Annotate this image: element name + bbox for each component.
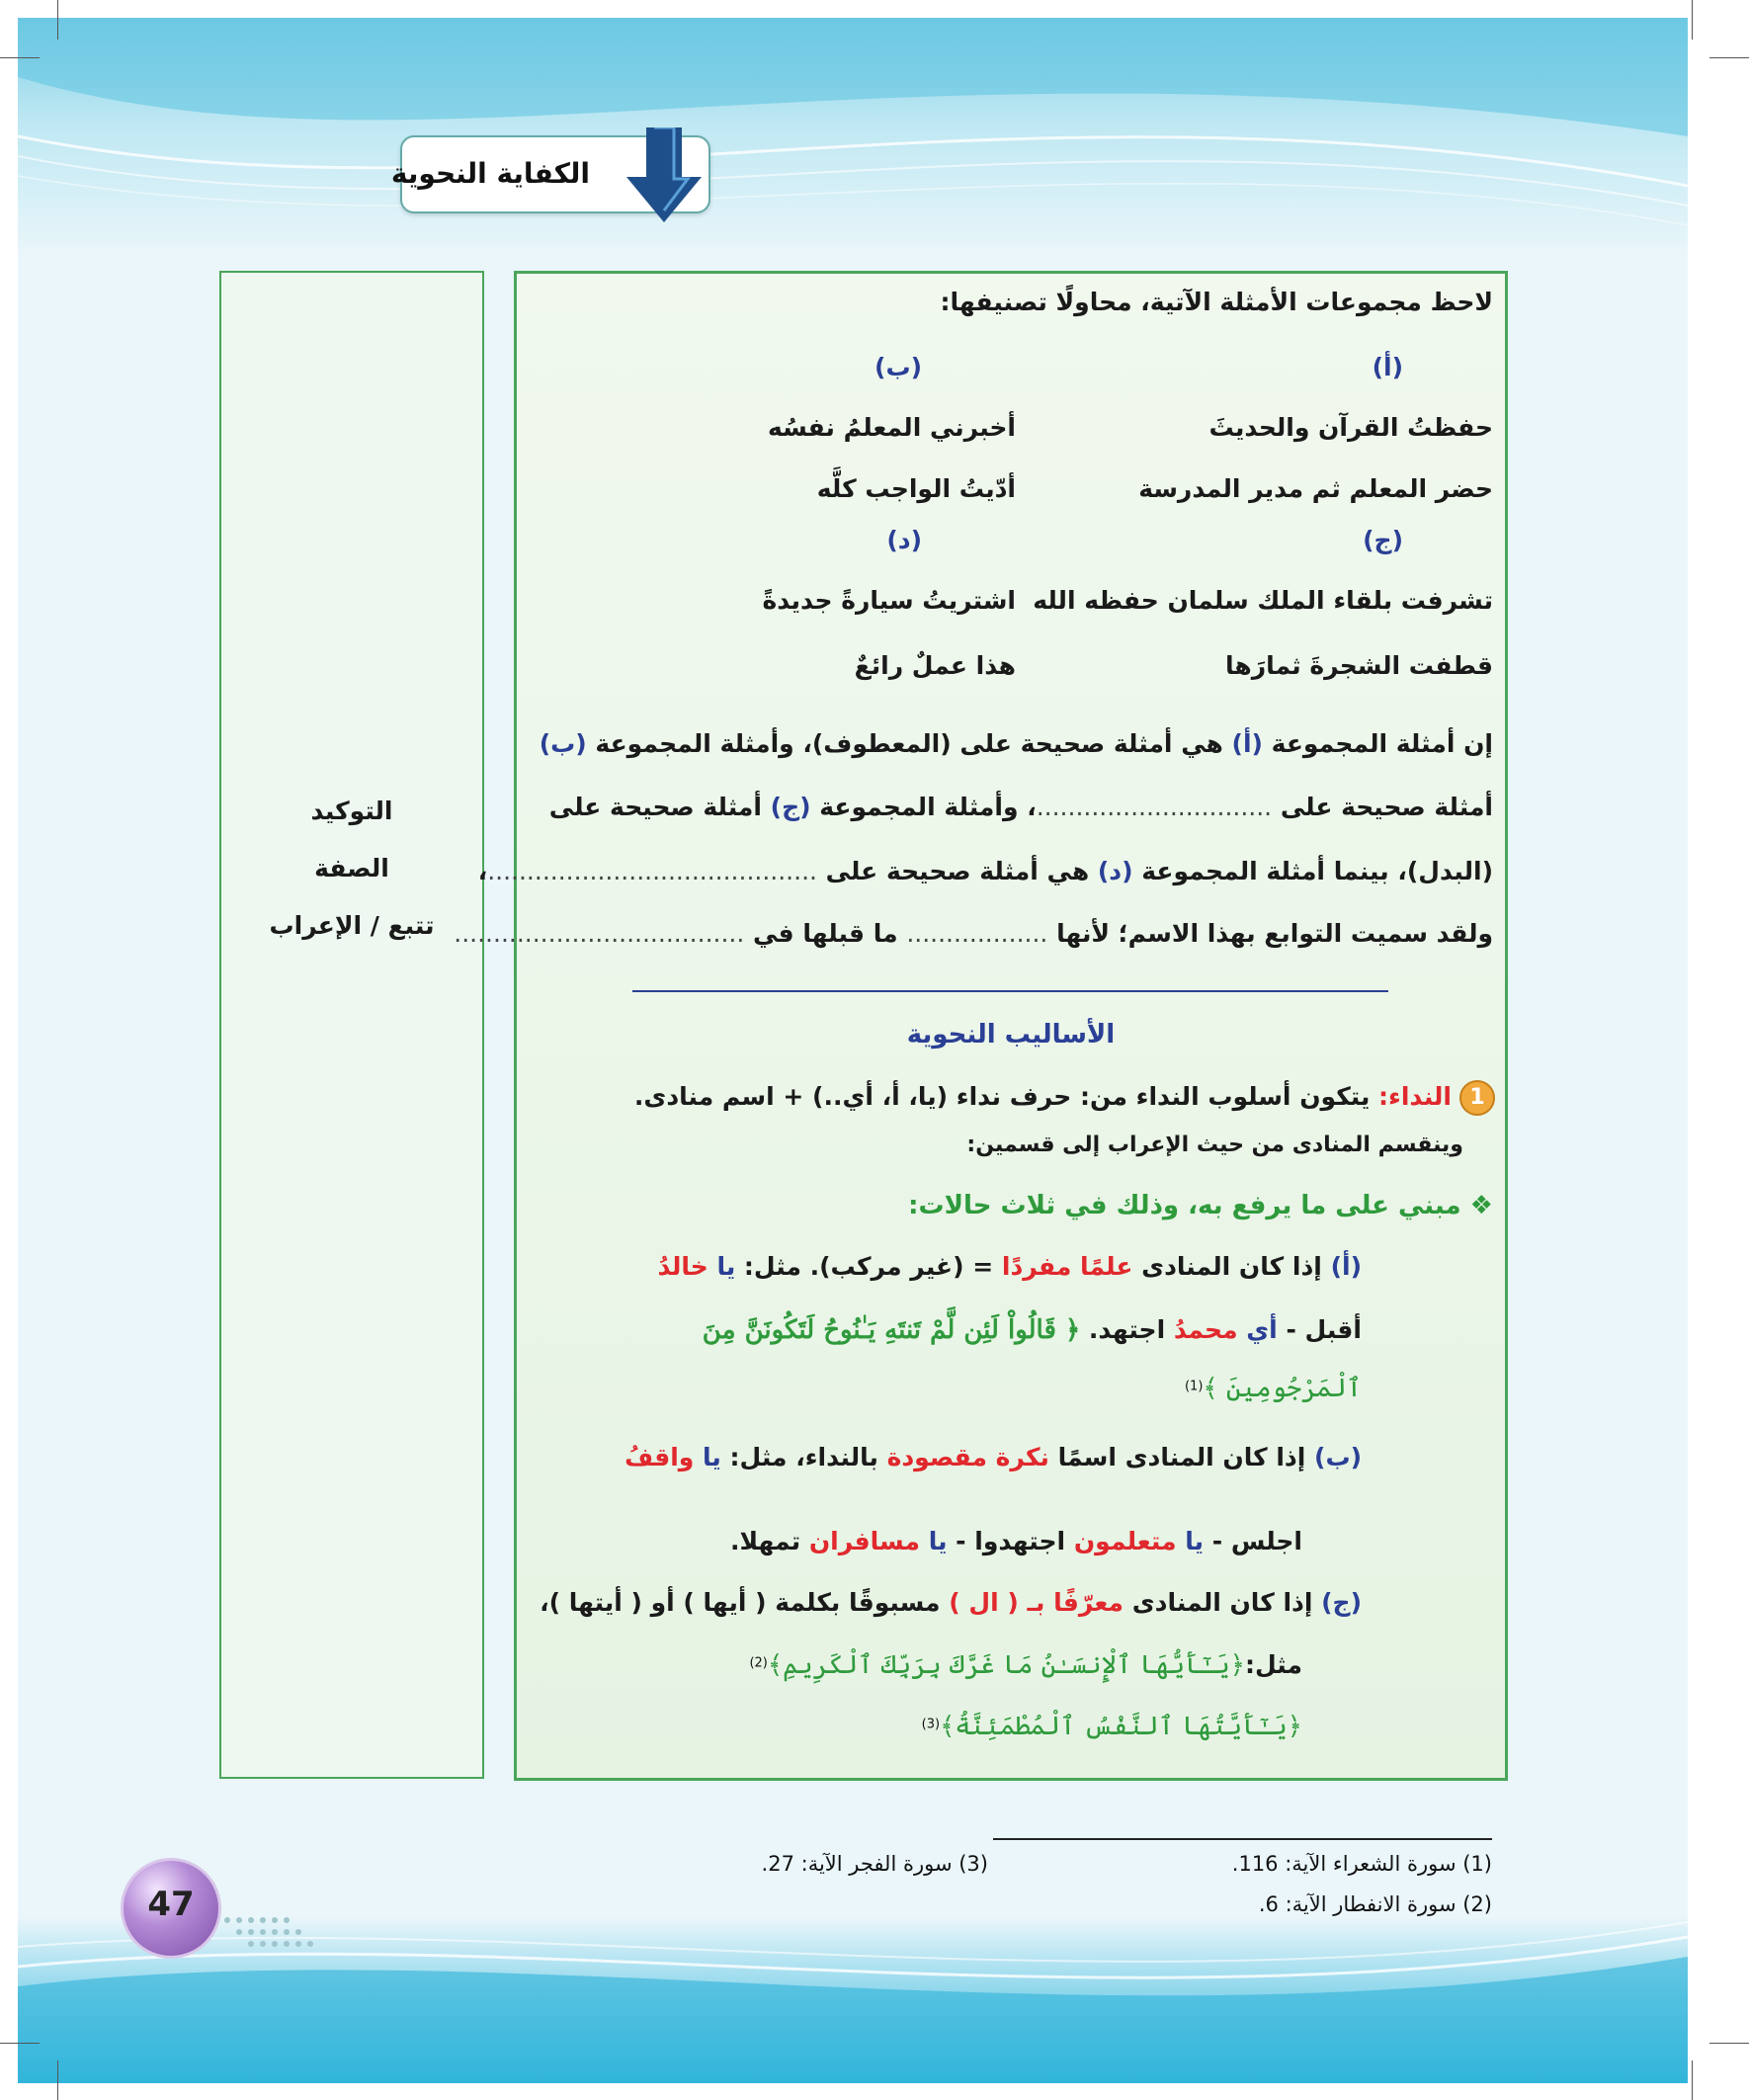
group-ref: (ب) [539,729,587,758]
blank-field: .............................. [1036,793,1273,821]
group-a-example-2: حضر المعلم ثم مدير المدرسة [1138,474,1493,503]
crop-mark [1692,0,1693,40]
group-d-example-2: هذا عملٌ رائعٌ [854,651,1016,680]
quran-verse: ٱلْمَرْجُومِينَ ﴾ [1203,1374,1362,1403]
paragraph-line-4 [454,919,1493,948]
highlight: علمًا مفردًا [1001,1252,1133,1281]
text: إن أمثلة المجموعة [1262,729,1493,758]
section-title: الأساليب النحوية [906,1020,1116,1050]
group-b-label: (ب) [874,353,922,381]
group-c-label: (ج) [1363,526,1403,554]
text: هي أمثلة صحيحة على (المعطوف)، وأمثلة المجموعة [586,729,1232,758]
number-badge: 1 [1459,1080,1495,1116]
text: أمثلة صحيحة على [1272,793,1493,821]
quran-verse: ﴿يَـٰٓأَيَّتُهَا ٱلنَّفْسُ ٱلْمُطْمَئِنَّةُ﴾ [940,1712,1302,1741]
highlight: متعلمون [1073,1527,1186,1555]
text: اجتهد. [1080,1315,1174,1344]
text: أمثلة صحيحة على [548,793,771,821]
group-d-example-1: اشتريتُ سيارةً جديدةً [762,586,1016,615]
answer-item: التوكيد [310,797,393,825]
answer-item: الصفة [314,854,389,882]
down-arrow-icon [625,127,704,226]
case-c-line-1 [540,1588,1362,1617]
nida-divide: وينقسم المنادى من حيث الإعراب إلى قسمين: [966,1133,1463,1157]
nida-particle: يا [716,1252,736,1281]
group-b-example-1: أخبرني المعلمُ نفسُه [767,413,1016,442]
answer-item: تتبع / الإعراب [269,911,435,940]
case-label: (ج) [1321,1588,1362,1617]
text: يتكون أسلوب النداء من: حرف نداء (يا، أ، أي..) + اسم منادى. [633,1082,1379,1111]
nida-heading: النداء: [1378,1082,1452,1111]
footnote-ref: (2) [749,1655,768,1671]
footnote-2: (2) سورة الانفطار الآية: 6. [1258,1892,1492,1916]
crop-mark [1692,2060,1693,2100]
section-header-tab [390,135,710,213]
text: هي أمثلة صحيحة على [816,857,1098,885]
group-a-example-1: حفظتُ القرآن والحديثَ [1208,413,1493,442]
text: بالنداء، مثل: [720,1443,887,1471]
group-a-label: (أ) [1372,353,1403,381]
nida-particle: يا [928,1527,948,1555]
text: ، [477,857,488,885]
nida-particle: يا [703,1443,721,1471]
footnote-ref: (3) [921,1717,941,1732]
case-b-line-2 [730,1527,1302,1555]
text: ولقد سميت التوابع بهذا الاسم؛ لأنها [1047,919,1493,948]
top-wave-decoration [18,18,1688,255]
answer-list [221,783,482,955]
footnote-3: (3) سورة الفجر الآية: 27. [761,1852,988,1876]
text: إذا كان المنادى [1124,1588,1322,1617]
page-number: 47 [147,1885,195,1924]
nida-bullet: ❖ مبني على ما يرفع به، وذلك في ثلاث حالات: [908,1191,1493,1220]
dots-decoration-icon [219,1912,328,1952]
case-c-line-2 [749,1650,1302,1680]
text: تمهلا. [730,1527,809,1555]
crop-mark [1709,2043,1749,2044]
case-label: (ب) [1314,1443,1362,1471]
group-d-label: (د) [886,526,922,554]
group-c-example-2: قطفت الشجرةَ ثمارَها [1225,651,1493,680]
nida-definition [634,1080,1495,1116]
highlight: مسافران [808,1527,929,1555]
group-c-example-1: تشرفت بلقاء الملك سلمان حفظه الله [1033,586,1493,615]
case-a-line-2 [703,1315,1362,1345]
highlight: خالدُ [657,1252,717,1281]
group-ref: (أ) [1231,729,1263,758]
blank-field: .................. [906,919,1048,948]
crop-mark [1709,57,1749,58]
group-ref: (ج) [770,793,811,821]
blank-field: .......................................... [487,857,817,885]
crop-mark [57,2060,58,2100]
group-ref: (د) [1097,857,1133,885]
case-a-line-3 [1185,1374,1362,1403]
blank-field: ..................................... [454,919,745,948]
case-b-line-1 [625,1443,1362,1471]
footnote-1: (1) سورة الشعراء الآية: 116. [1231,1852,1492,1876]
paragraph-line-1 [540,729,1493,758]
text: (البدل)، بينما أمثلة المجموعة [1132,857,1493,885]
footnote-divider [993,1838,1492,1840]
text: اجتهدوا - [947,1527,1074,1555]
quran-verse: ﴿يَـٰٓأَيُّهَا ٱلْإِنسَـٰنُ مَا غَرَّكَ بِرَبِّكَ ٱلْكَرِيمِ﴾ [767,1650,1245,1680]
highlight: نكرة مقصودة [886,1443,1049,1471]
nida-particle: أي [1246,1315,1278,1344]
case-c-line-3 [922,1712,1302,1741]
footnote-ref: (1) [1184,1379,1204,1394]
paragraph-line-2 [549,793,1493,821]
main-content-box [454,271,1508,1781]
text: أقبل - [1277,1315,1362,1344]
group-b-example-2: أدّيتُ الواجب كلَّه [816,474,1016,503]
text: مثل: [1245,1650,1302,1679]
section-header-title: الكفاية النحوية [390,157,590,190]
case-label: (أ) [1330,1252,1362,1281]
nida-particle: يا [1185,1527,1205,1555]
quran-verse: ﴿ قَالُواْ لَئِن لَّمْ تَنتَهِ يَـٰنُوحُ لَتَكُونَنَّ مِنَ [702,1315,1081,1345]
crop-mark [0,2043,40,2044]
highlight: معرّفًا بـ ( ال ) [949,1588,1124,1617]
section-divider [632,990,1388,992]
answer-side-box [219,271,484,1779]
text: مسبوقًا بكلمة ( أيها ) أو ( أيتها )، [540,1588,950,1617]
text: ما قبلها في [744,919,907,948]
highlight: محمدُ [1173,1315,1247,1344]
paragraph-line-3 [478,857,1493,885]
text: اجلس - [1204,1527,1302,1555]
text: = (غير مركب). مثل: [735,1252,1002,1281]
crop-mark [0,57,40,58]
case-a-line-1 [658,1252,1363,1281]
text: ، وأمثلة المجموعة [810,793,1037,821]
page-number-badge [121,1858,221,1959]
highlight: واقفُ [625,1443,704,1471]
text: إذا كان المنادى اسمًا [1048,1443,1315,1471]
text: إذا كان المنادى [1132,1252,1331,1281]
intro-question: لاحظ مجموعات الأمثلة الآتية، محاولًا تصنيفها: [940,288,1493,316]
crop-mark [57,0,58,40]
